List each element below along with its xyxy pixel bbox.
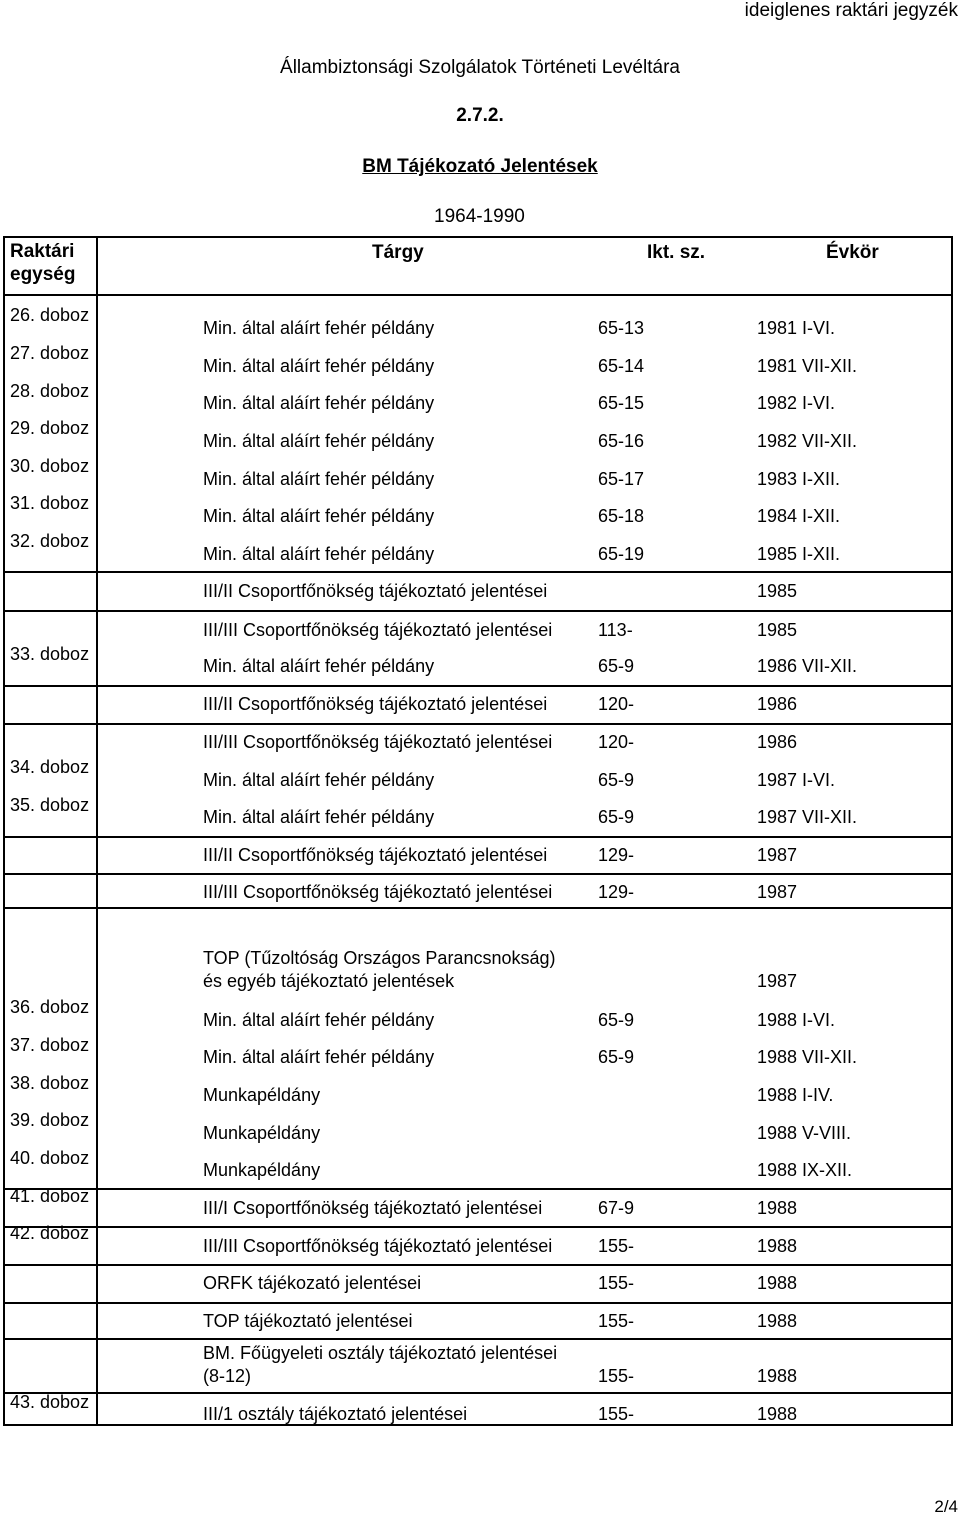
header-divider [3,294,953,296]
row-divider [3,873,953,875]
row-evkor: 1983 I-XII. [757,469,841,489]
row-evkor: 1988 [757,1198,798,1218]
storage-unit: 35. doboz [10,795,90,815]
col-header-subject: Tárgy [372,242,424,263]
page-title: BM Tájékozató Jelentések [362,156,598,177]
row-evkor: 1988 V-VIII. [757,1123,852,1143]
row-ikt: 120- [598,732,635,752]
row-subject: Min. által aláírt fehér példány [203,656,435,676]
row-divider [3,1226,953,1228]
row-evkor: 1986 [757,732,798,752]
row-subject: Min. által aláírt fehér példány [203,318,435,338]
col-header-ikt: Ikt. sz. [647,242,706,263]
storage-unit: 39. doboz [10,1110,90,1130]
row-ikt: 155- [598,1273,635,1293]
row-subject: III/III Csoportfőnökség tájékoztató jelentései [203,620,553,640]
row-subject: Min. által aláírt fehér példány [203,544,435,564]
row-evkor: 1982 VII-XII. [757,431,858,451]
row-subject: Munkapéldány [203,1085,321,1105]
row-divider [3,685,953,687]
storage-unit: 38. doboz [10,1073,90,1093]
row-evkor: 1985 [757,581,798,601]
row-evkor: 1985 I-XII. [757,544,841,564]
row-subject: III/III Csoportfőnökség tájékoztató jelentései [203,882,553,902]
storage-unit: 27. doboz [10,343,90,363]
row-ikt: 65-17 [598,469,645,489]
row-evkor: 1988 [757,1404,798,1424]
column-divider [96,236,98,1426]
col-header-evkor: Évkör [826,242,879,263]
row-ikt: 65-13 [598,318,645,338]
row-ikt: 67-9 [598,1198,635,1218]
storage-unit: 42. doboz [10,1223,90,1243]
row-subject: TOP (Tűzoltóság Országos Parancsnokság) és egyéb tájékoztató jelentések [203,948,556,991]
row-evkor: 1988 I-VI. [757,1010,836,1030]
row-evkor: 1988 [757,1236,798,1256]
row-subject: Min. által aláírt fehér példány [203,770,435,790]
row-subject: BM. Főügyeleti osztály tájékoztató jelentései (8-12) [203,1343,558,1386]
row-evkor: 1985 [757,620,798,640]
storage-unit: 32. doboz [10,531,90,551]
row-subject: Min. által aláírt fehér példány [203,431,435,451]
row-ikt: 65-9 [598,770,635,790]
row-evkor: 1988 I-IV. [757,1085,834,1105]
storage-unit: 36. doboz [10,997,90,1017]
row-subject: Munkapéldány [203,1123,321,1143]
row-ikt: 65-9 [598,656,635,676]
row-ikt: 65-9 [598,1010,635,1030]
row-ikt: 155- [598,1404,635,1424]
row-ikt: 155- [598,1311,635,1331]
row-subject: Min. által aláírt fehér példány [203,356,435,376]
row-divider [3,610,953,612]
row-divider [3,907,953,909]
row-subject: III/II Csoportfőnökség tájékoztató jelentései [203,694,548,714]
row-divider [3,1392,953,1394]
row-evkor: 1987 [757,882,798,902]
storage-unit: 33. doboz [10,644,90,664]
row-evkor: 1986 [757,694,798,714]
storage-unit: 41. doboz [10,1186,90,1206]
row-ikt: 65-15 [598,393,645,413]
row-subject: TOP tájékoztató jelentései [203,1311,413,1331]
storage-unit: 28. doboz [10,381,90,401]
row-evkor: 1988 [757,1366,798,1386]
row-divider [3,723,953,725]
storage-unit: 34. doboz [10,757,90,777]
storage-unit: 26. doboz [10,305,90,325]
row-ikt: 155- [598,1236,635,1256]
row-subject: III/III Csoportfőnökség tájékoztató jelentései [203,732,553,752]
row-subject: Munkapéldány [203,1160,321,1180]
row-subject: Min. által aláírt fehér példány [203,807,435,827]
row-evkor: 1984 I-XII. [757,506,841,526]
row-subject: Min. által aláírt fehér példány [203,469,435,489]
row-ikt: 65-9 [598,807,635,827]
row-ikt: 113- [598,620,633,640]
storage-unit: 29. doboz [10,418,90,438]
row-ikt: 129- [598,845,635,865]
storage-unit: 40. doboz [10,1148,90,1168]
row-ikt: 65-19 [598,544,645,564]
row-subject: III/I Csoportfőnökség tájékoztató jelentései [203,1198,543,1218]
row-divider [3,1302,953,1304]
row-evkor: 1988 VII-XII. [757,1047,858,1067]
row-ikt: 65-18 [598,506,645,526]
row-evkor: 1981 I-VI. [757,318,836,338]
row-ikt: 120- [598,694,635,714]
storage-unit: 30. doboz [10,456,90,476]
row-evkor: 1988 [757,1311,798,1331]
row-evkor: 1986 VII-XII. [757,656,858,676]
row-subject: Min. által aláírt fehér példány [203,393,435,413]
row-divider [3,1264,953,1266]
row-ikt: 65-14 [598,356,645,376]
archive-name: Állambiztonsági Szolgálatok Történeti Levéltára [280,57,680,78]
row-evkor: 1988 [757,1273,798,1293]
page-number: 2/4 [934,1497,958,1516]
storage-unit: 31. doboz [10,493,90,513]
row-evkor: 1987 [757,845,798,865]
row-divider [3,571,953,573]
row-ikt: 65-9 [598,1047,635,1067]
row-ikt: 65-16 [598,431,645,451]
row-subject: ORFK tájékozató jelentései [203,1273,422,1293]
row-divider [3,836,953,838]
row-subject: Min. által aláírt fehér példány [203,506,435,526]
row-subject: III/II Csoportfőnökség tájékoztató jelentései [203,845,548,865]
row-subject: Min. által aláírt fehér példány [203,1047,435,1067]
row-subject: III/1 osztály tájékoztató jelentései [203,1404,468,1424]
date-range: 1964-1990 [434,206,525,227]
storage-unit: 43. doboz [10,1392,90,1412]
row-subject: III/III Csoportfőnökség tájékoztató jelentései [203,1236,553,1256]
row-evkor: 1988 IX-XII. [757,1160,853,1180]
row-ikt: 129- [598,882,635,902]
row-evkor: 1987 VII-XII. [757,807,858,827]
row-subject: III/II Csoportfőnökség tájékoztató jelentései [203,581,548,601]
row-evkor: 1987 [757,971,798,991]
row-divider [3,1338,953,1340]
row-divider [3,1188,953,1190]
document-type-label: ideiglenes raktári jegyzék [744,0,958,21]
col-header-unit: Raktári egység [10,241,76,285]
row-ikt: 155- [598,1366,635,1386]
row-evkor: 1982 I-VI. [757,393,836,413]
row-evkor: 1987 I-VI. [757,770,836,790]
storage-unit: 37. doboz [10,1035,90,1055]
row-subject: Min. által aláírt fehér példány [203,1010,435,1030]
fonds-reference: 2.7.2. [456,105,504,126]
row-evkor: 1981 VII-XII. [757,356,858,376]
